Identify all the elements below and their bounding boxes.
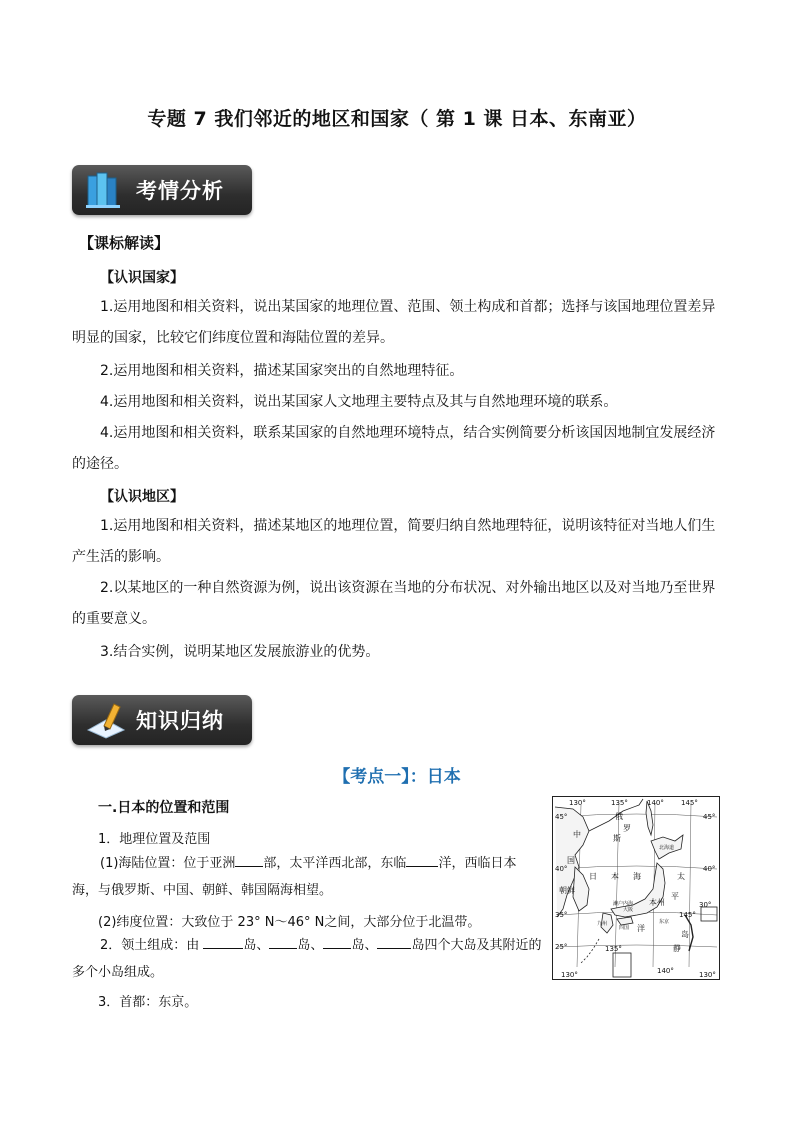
- svg-text:40°: 40°: [703, 865, 716, 873]
- svg-text:25°: 25°: [555, 943, 568, 951]
- latitude-position: (2)纬度位置：大致位于 23° N～46° N之间，大部分位于北温带。: [98, 915, 481, 930]
- country-item-1: 1.运用地图和相关资料，说出某国家的地理位置、范围、领土构成和首都；选择与该国地理位置差异明显的国家，比较它们纬度位置和海陆位置的差异。: [72, 299, 716, 346]
- fill-blank[interactable]: [235, 853, 263, 867]
- region-item-2: 2.以某地区的一种自然资源为例，说出该资源在当地的分布状况、对外输出地区以及对当地乃至世界的重要意义。: [72, 580, 716, 627]
- country-item-4: 4.运用地图和相关资料，联系某国家的自然地理环境特点，结合实例简要分析该国因地制宜发展经济的途径。: [72, 425, 716, 472]
- japan-map: [552, 796, 720, 980]
- location-subheading: 1．地理位置及范围: [98, 832, 211, 847]
- kaodian-title: 【考点一】：日本: [333, 767, 461, 787]
- svg-text:45°: 45°: [703, 813, 716, 821]
- country-item-3: 4.运用地图和相关资料，说出某国家人文地理主要特点及其与自然地理环境的联系。: [100, 394, 618, 410]
- banner-knowledge-summary: [72, 695, 252, 745]
- fill-blank[interactable]: [203, 935, 243, 949]
- svg-text:135°: 135°: [611, 799, 628, 807]
- svg-text:130°: 130°: [569, 799, 586, 807]
- fill-blank[interactable]: [323, 935, 351, 949]
- svg-text:朝鲜: 朝鲜: [559, 886, 575, 895]
- svg-text:45°: 45°: [555, 813, 568, 821]
- svg-text:日: 日: [589, 872, 597, 881]
- svg-text:静: 静: [673, 944, 681, 953]
- svg-text:145°: 145°: [679, 911, 696, 919]
- capital-line: 3．首都：东京。: [98, 995, 198, 1010]
- svg-text:40°: 40°: [555, 865, 568, 873]
- banner-label: 考情分析: [136, 179, 224, 203]
- svg-text:斯: 斯: [613, 834, 621, 843]
- svg-text:俄: 俄: [615, 812, 623, 821]
- section-curriculum: 【课标解读】: [79, 234, 170, 252]
- subheading-know-region: 【认识地区】: [100, 489, 184, 505]
- svg-text:130°: 130°: [699, 971, 716, 979]
- region-item-3: 3.结合实例，说明某地区发展旅游业的优势。: [100, 644, 380, 660]
- svg-text:太: 太: [677, 872, 685, 881]
- fill-blank[interactable]: [269, 935, 297, 949]
- svg-text:平: 平: [671, 892, 679, 901]
- svg-text:东京: 东京: [659, 919, 670, 925]
- fill-blank[interactable]: [377, 935, 411, 949]
- svg-text:岛: 岛: [681, 930, 689, 939]
- svg-text:本: 本: [611, 872, 619, 881]
- svg-text:140°: 140°: [657, 967, 674, 975]
- subheading-know-country: 【认识国家】: [100, 270, 184, 286]
- japan-location-heading: 一.日本的位置和范围: [98, 800, 230, 816]
- svg-text:海: 海: [633, 872, 641, 881]
- fill-blank[interactable]: [406, 853, 438, 867]
- banner-label: 知识归纳: [136, 709, 224, 733]
- page-title: 专题 7 我们邻近的地区和国家（ 第 1 课 日本、东南亚）: [147, 108, 647, 130]
- svg-text:国: 国: [567, 856, 575, 865]
- svg-text:140°: 140°: [647, 799, 664, 807]
- svg-text:本州: 本州: [649, 898, 665, 907]
- svg-text:大阪: 大阪: [623, 907, 634, 913]
- svg-text:濑户内海: 濑户内海: [613, 901, 634, 907]
- svg-text:145°: 145°: [681, 799, 698, 807]
- sea-land-position: (1)海陆位置：位于亚洲 部，太平洋西北部，东临 洋，西临日本海，与俄罗斯、中国、朝鲜、韩国隔海相望。: [72, 850, 542, 904]
- pen-paper-icon: [84, 700, 128, 740]
- region-item-1: 1.运用地图和相关资料，描述某地区的地理位置，简要归纳自然地理特征，说明该特征对当地人们生产生活的影响。: [72, 518, 716, 565]
- territory-composition: 2．领土组成：由 岛、 岛、 岛、 岛四个大岛及其附近的多个小岛组成。: [72, 932, 542, 986]
- svg-text:北海道: 北海道: [659, 845, 675, 851]
- svg-text:30°: 30°: [699, 901, 712, 909]
- svg-text:罗: 罗: [623, 824, 631, 833]
- svg-text:四国: 四国: [619, 925, 630, 931]
- books-icon: [84, 170, 128, 210]
- svg-text:135°: 135°: [605, 945, 622, 953]
- svg-text:中: 中: [573, 830, 581, 839]
- svg-text:35°: 35°: [555, 911, 568, 919]
- svg-text:130°: 130°: [561, 971, 578, 979]
- svg-text:洋: 洋: [637, 924, 645, 933]
- svg-text:九州: 九州: [597, 921, 608, 927]
- banner-exam-analysis: [72, 165, 252, 215]
- country-item-2: 2.运用地图和相关资料，描述某国家突出的自然地理特征。: [100, 363, 464, 379]
